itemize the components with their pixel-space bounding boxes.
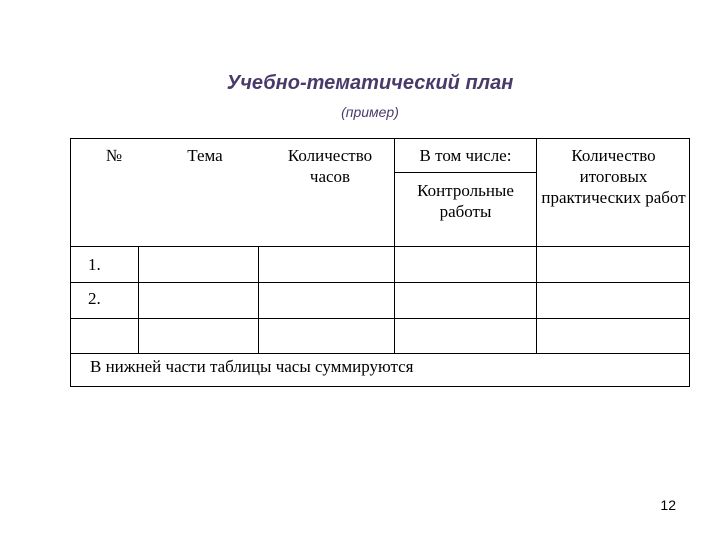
table-footer-note: В нижней части таблицы часы суммируются (90, 357, 414, 376)
subheader-line (394, 172, 537, 173)
header-tests: Контрольные работы (417, 181, 514, 221)
col-divider-2 (258, 247, 259, 354)
header-hours: Количество часов (287, 146, 373, 186)
row-2-bottom-line (70, 318, 690, 319)
row-1-bottom-line (70, 282, 690, 283)
header-practical: Количество итоговых практических работ (541, 146, 686, 207)
col-divider-1 (138, 247, 139, 354)
slide-subtitle: (пример) (341, 104, 399, 120)
header-topic: Тема (187, 146, 223, 165)
slide-title: Учебно-тематический план (226, 72, 514, 94)
header-bottom-line (70, 246, 690, 247)
row-1-number: 1. (88, 255, 101, 274)
page-number: 12 (660, 497, 676, 513)
row-2-number: 2. (88, 289, 101, 308)
header-number: № (105, 146, 123, 165)
col-divider-3 (394, 138, 395, 354)
header-including: В том числе: (419, 146, 512, 165)
